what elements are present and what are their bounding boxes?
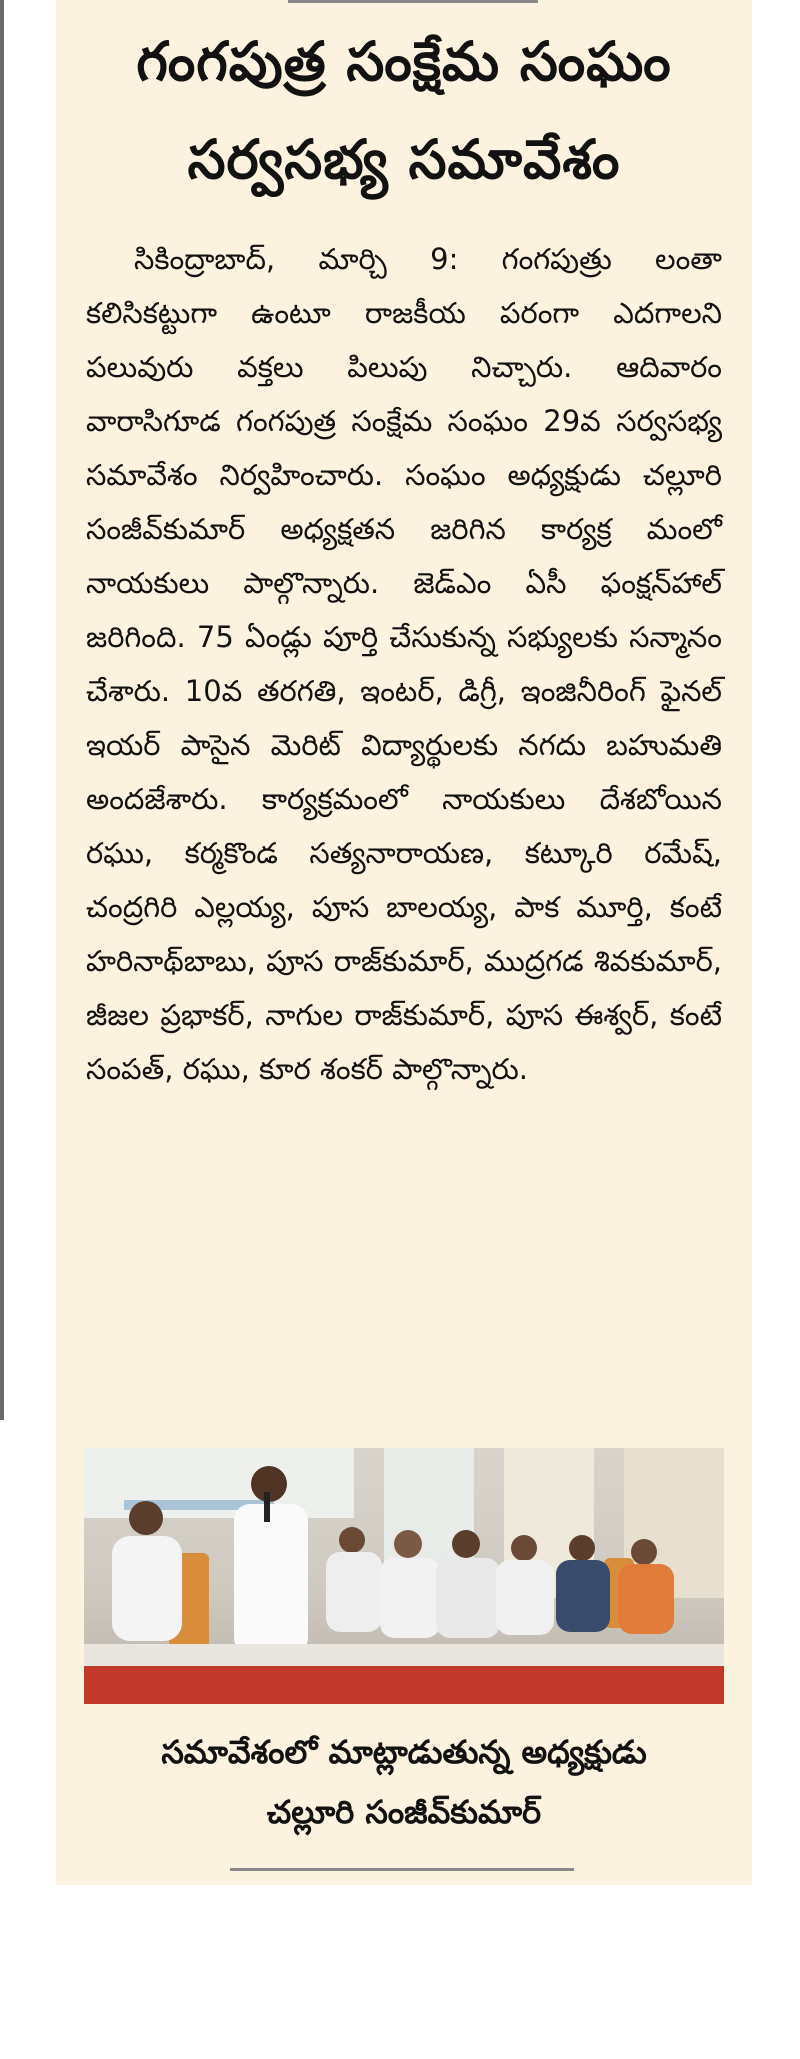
person-body [112,1536,182,1641]
photo-caption-line-2: చల్లూరి సంజీవ్‌కుమార్ [266,1793,542,1831]
top-divider [288,0,538,3]
page-edge-border [0,0,4,1420]
bottom-divider [230,1868,574,1871]
headline-line-2: సర్వసభ్య సమావేశం [187,128,621,191]
table-cloth [84,1666,724,1704]
person-body [618,1564,674,1634]
person-body [380,1558,440,1638]
person-head [631,1539,657,1565]
newspaper-clipping [56,0,752,1885]
person-head [569,1535,595,1561]
article-body: సికింద్రాబాద్, మార్చి 9: గంగపుత్రు లంతా కలిసికట్టుగా ఉంటూ రాజకీయ పరంగా ఎదగాలని పలువురు వక్తలు పిలుపు నిచ్చారు. ఆదివారం వారాసిగూడ గంగపుత్ర సంక్షేమ సంఘం 29వ సర్వసభ్య సమావేశం నిర్వహించారు. సంఘం అధ్యక్షుడు చల్లూరి సంజీవ్‌కుమార్ అధ్యక్షతన జరిగిన కార్యక్ర మంలో నాయకులు పాల్గొన్నారు. జెడ్‌ఎం ఏసీ ఫంక్షన్‌హాల్ జరిగింది. 75 ఏండ్లు పూర్తి చేసుకున్న సభ్యులకు సన్మానం చేశారు. 10వ తరగతి, ఇంటర్, డిగ్రీ, ఇంజినీరింగ్ ఫైనల్ ఇయర్ పాసైన మెరిట్ విద్యార్థులకు నగదు బహుమతి అందజేశారు. కార్యక్రమంలో నాయకులు దేశబోయిన రఘు, కర్మకొండ సత్యనారాయణ, కట్కూరి రమేష్, చంద్రగిరి ఎల్లయ్య, పూస బాలయ్య, పాక మూర్తి, కంటే హరినాథ్‌బాబు, పూస రాజ్‌కుమార్, ముద్రగడ శివకుమార్, జీజల ప్రభాకర్, నాగుల రాజ్‌కుమార్, పూస ఈశ్వర్, కంటే సంపత్, రఘు, కూర శంకర్ పాల్గొన్నారు. [86,242,722,1086]
speaker-body [234,1504,308,1654]
person-head [394,1530,422,1558]
person-body [326,1552,382,1632]
meeting-photo-illustration [84,1448,724,1704]
person-body [436,1558,500,1638]
person-head [511,1535,537,1561]
headline-line-1: గంగపుత్ర సంక్షేమ సంఘం [136,30,672,93]
person-head [339,1527,365,1553]
table-top [84,1644,724,1666]
photo-caption-line-1: సమావేశంలో మాట్లాడుతున్న అధ్యక్షుడు [161,1733,647,1771]
person-body [556,1560,610,1632]
meeting-photo [84,1448,724,1704]
person-head [129,1501,163,1535]
microphone-shape [264,1492,270,1522]
person-head [452,1530,480,1558]
person-body [496,1560,554,1635]
